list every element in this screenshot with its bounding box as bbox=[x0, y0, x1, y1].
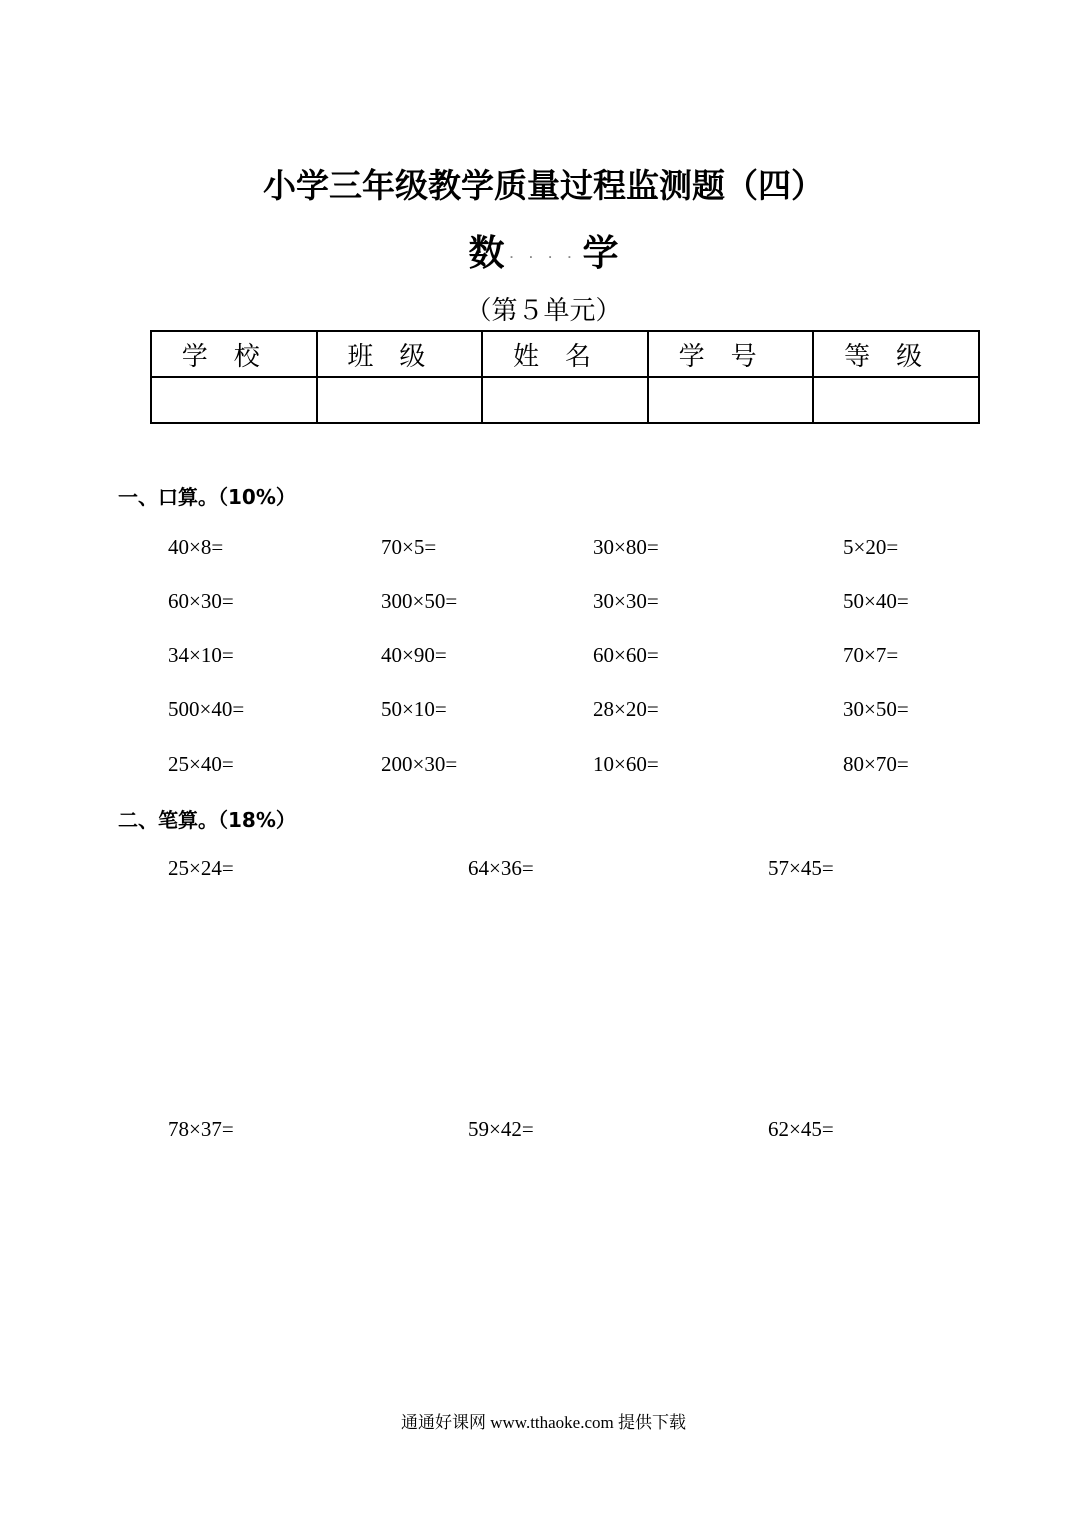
footer-credit: 通通好课网 www.tthaoke.com 提供下载 bbox=[400, 1413, 687, 1432]
oral-problem: 80×70= bbox=[843, 752, 909, 776]
info-header-school: 学校 bbox=[151, 331, 317, 377]
oral-problem: 500×40= bbox=[168, 697, 245, 721]
info-field-name[interactable] bbox=[482, 377, 648, 423]
section1-heading: 一、口算。（10%） bbox=[118, 485, 296, 509]
info-header-name: 姓名 bbox=[482, 331, 648, 377]
page-title: 小学三年级教学质量过程监测题（四） bbox=[263, 166, 824, 205]
written-problem: 64×36= bbox=[468, 856, 534, 880]
subject-gap: . . . . bbox=[509, 249, 578, 261]
info-header-student-id: 学号 bbox=[648, 331, 814, 377]
oral-problem: 34×10= bbox=[168, 643, 234, 667]
oral-problem: 50×40= bbox=[843, 589, 909, 613]
oral-problem: 30×30= bbox=[593, 589, 659, 613]
info-field-school[interactable] bbox=[151, 377, 317, 423]
info-field-class[interactable] bbox=[317, 377, 483, 423]
oral-problem: 40×90= bbox=[381, 643, 447, 667]
oral-problem: 5×20= bbox=[843, 535, 899, 559]
subject-left: 数 bbox=[468, 233, 505, 274]
oral-problem: 70×5= bbox=[381, 535, 437, 559]
oral-problem: 50×10= bbox=[381, 697, 447, 721]
oral-problem: 70×7= bbox=[843, 643, 899, 667]
written-problem: 25×24= bbox=[168, 856, 234, 880]
oral-problem: 30×80= bbox=[593, 535, 659, 559]
oral-problem: 200×30= bbox=[381, 752, 458, 776]
unit-label: （第５单元） bbox=[465, 296, 622, 326]
oral-problem: 60×60= bbox=[593, 643, 659, 667]
student-info-table bbox=[150, 330, 980, 424]
written-problem: 62×45= bbox=[768, 1117, 834, 1141]
info-field-grade[interactable] bbox=[813, 377, 979, 423]
info-blank-row bbox=[151, 377, 979, 423]
oral-problem: 30×50= bbox=[843, 697, 909, 721]
info-header-grade: 等级 bbox=[813, 331, 979, 377]
oral-problem: 28×20= bbox=[593, 697, 659, 721]
oral-problem: 10×60= bbox=[593, 752, 659, 776]
written-problem: 78×37= bbox=[168, 1117, 234, 1141]
oral-problem: 60×30= bbox=[168, 589, 234, 613]
info-header-row bbox=[151, 331, 979, 377]
written-problem: 57×45= bbox=[768, 856, 834, 880]
subject-right: 学 bbox=[582, 233, 619, 274]
section2-heading: 二、笔算。（18%） bbox=[118, 808, 296, 832]
info-header-class: 班级 bbox=[317, 331, 483, 377]
oral-problem: 40×8= bbox=[168, 535, 224, 559]
info-field-student-id[interactable] bbox=[648, 377, 814, 423]
subject-title bbox=[0, 225, 1087, 276]
oral-problem: 300×50= bbox=[381, 589, 458, 613]
oral-problem: 25×40= bbox=[168, 752, 234, 776]
written-problem: 59×42= bbox=[468, 1117, 534, 1141]
